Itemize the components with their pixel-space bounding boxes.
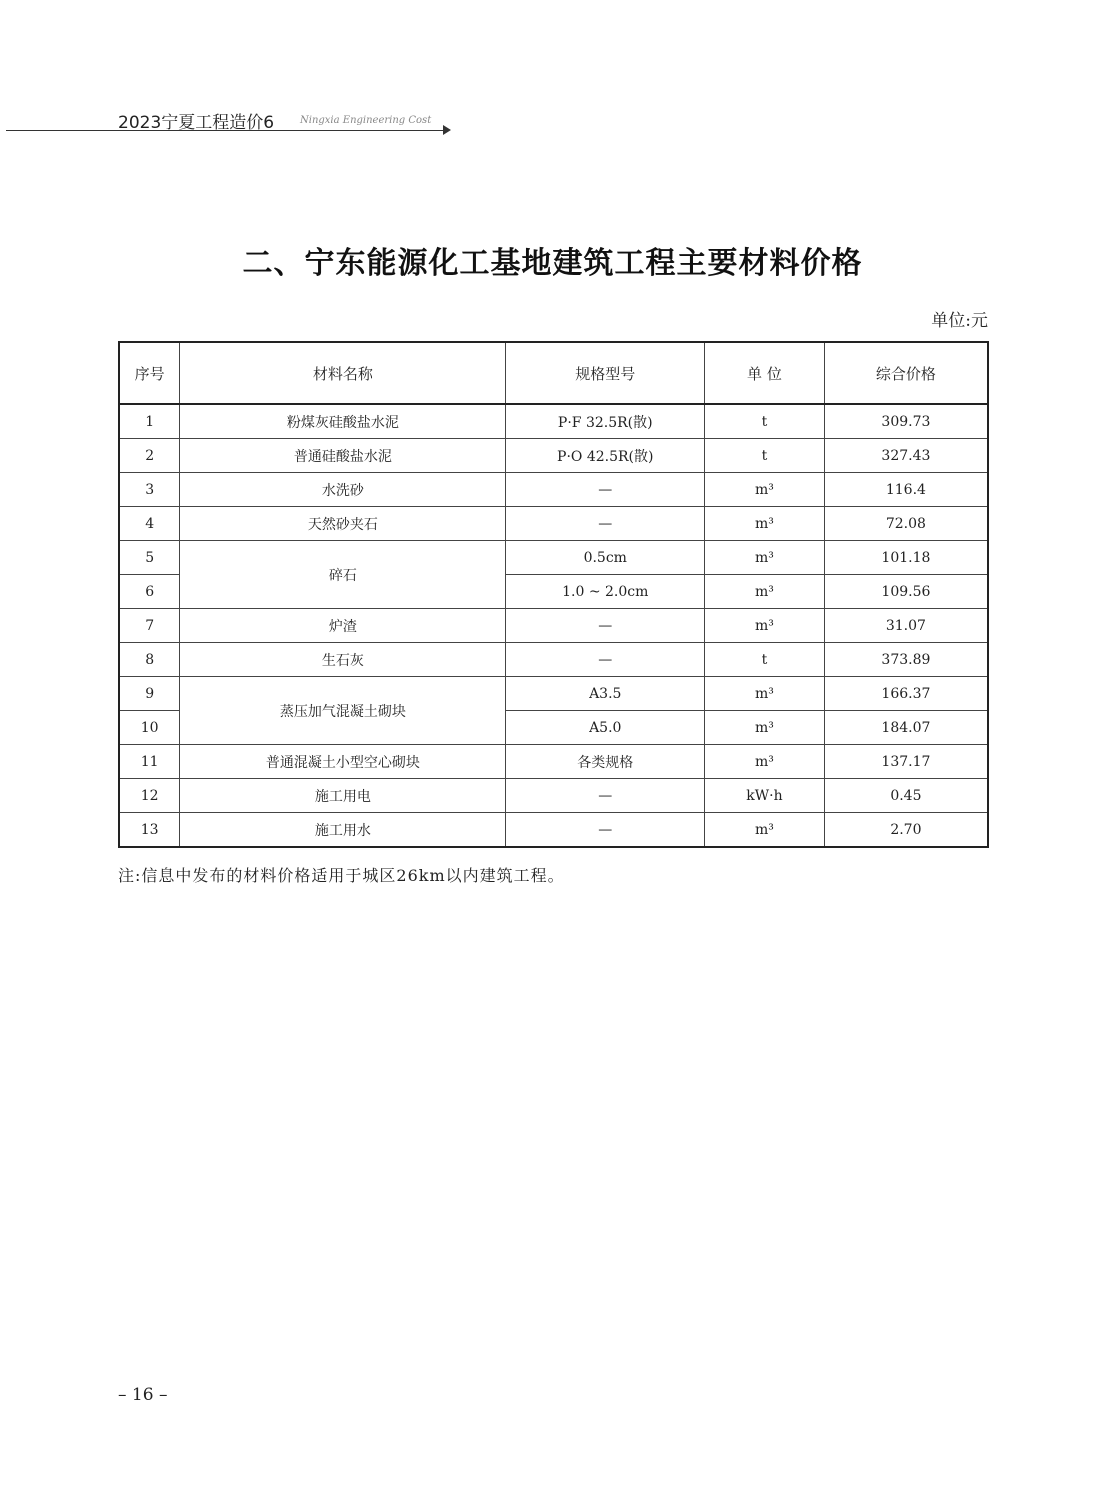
cell-name: 普通混凝土小型空心砌块 bbox=[180, 745, 506, 779]
cell-no: 8 bbox=[119, 643, 180, 677]
table-row bbox=[119, 439, 988, 473]
cell-price: 31.07 bbox=[824, 609, 988, 643]
cell-name: 炉渣 bbox=[180, 609, 506, 643]
cell-spec: — bbox=[506, 507, 705, 541]
cell-spec: 0.5cm bbox=[506, 541, 705, 575]
page-title: 二、宁东能源化工基地建筑工程主要材料价格 bbox=[242, 246, 863, 281]
cell-price: 184.07 bbox=[824, 711, 988, 745]
cell-no: 10 bbox=[119, 711, 180, 745]
cell-unit: kW·h bbox=[705, 779, 825, 813]
cell-unit: m³ bbox=[705, 473, 825, 507]
cell-unit: t bbox=[705, 439, 825, 473]
cell-unit: m³ bbox=[705, 745, 825, 779]
cell-name: 施工用水 bbox=[180, 813, 506, 848]
table-row bbox=[119, 677, 988, 711]
cell-price: 309.73 bbox=[824, 404, 988, 439]
cell-name: 施工用电 bbox=[180, 779, 506, 813]
table-header-row bbox=[119, 342, 988, 404]
cell-no: 5 bbox=[119, 541, 180, 575]
cell-no: 6 bbox=[119, 575, 180, 609]
cell-spec: — bbox=[506, 473, 705, 507]
journal-title: 2023宁夏工程造价6 bbox=[118, 113, 275, 133]
header-no: 序号 bbox=[119, 342, 180, 404]
cell-unit: m³ bbox=[705, 575, 825, 609]
cell-spec: — bbox=[506, 779, 705, 813]
cell-spec: — bbox=[506, 643, 705, 677]
cell-unit: t bbox=[705, 404, 825, 439]
table-row bbox=[119, 813, 988, 848]
cell-price: 109.56 bbox=[824, 575, 988, 609]
cell-unit: m³ bbox=[705, 609, 825, 643]
cell-spec: — bbox=[506, 609, 705, 643]
cell-name: 天然砂夹石 bbox=[180, 507, 506, 541]
cell-spec: P·O 42.5R(散) bbox=[506, 439, 705, 473]
table-note: 注:信息中发布的材料价格适用于城区26km以内建筑工程。 bbox=[118, 866, 565, 885]
cell-no: 11 bbox=[119, 745, 180, 779]
header-rule bbox=[6, 130, 446, 131]
cell-no: 12 bbox=[119, 779, 180, 813]
running-header bbox=[0, 104, 470, 134]
cell-unit: m³ bbox=[705, 813, 825, 848]
cell-price: 101.18 bbox=[824, 541, 988, 575]
cell-no: 13 bbox=[119, 813, 180, 848]
arrow-right-icon bbox=[443, 125, 451, 135]
cell-name: 普通硅酸盐水泥 bbox=[180, 439, 506, 473]
cell-name: 水洗砂 bbox=[180, 473, 506, 507]
cell-name: 蒸压加气混凝土砌块 bbox=[180, 677, 506, 745]
cell-unit: m³ bbox=[705, 507, 825, 541]
cell-no: 9 bbox=[119, 677, 180, 711]
journal-title-en: Ningxia Engineering Cost bbox=[300, 115, 432, 126]
cell-no: 3 bbox=[119, 473, 180, 507]
header-unit: 单 位 bbox=[705, 342, 825, 404]
cell-spec: A5.0 bbox=[506, 711, 705, 745]
price-table bbox=[118, 341, 989, 848]
cell-no: 2 bbox=[119, 439, 180, 473]
cell-unit: t bbox=[705, 643, 825, 677]
cell-spec: A3.5 bbox=[506, 677, 705, 711]
cell-name: 粉煤灰硅酸盐水泥 bbox=[180, 404, 506, 439]
cell-spec: — bbox=[506, 813, 705, 848]
table-row bbox=[119, 779, 988, 813]
table-row bbox=[119, 609, 988, 643]
cell-spec: 1.0 ~ 2.0cm bbox=[506, 575, 705, 609]
table-row bbox=[119, 541, 988, 575]
cell-price: 166.37 bbox=[824, 677, 988, 711]
cell-unit: m³ bbox=[705, 541, 825, 575]
table-row bbox=[119, 404, 988, 439]
cell-price: 0.45 bbox=[824, 779, 988, 813]
cell-price: 2.70 bbox=[824, 813, 988, 848]
cell-spec: 各类规格 bbox=[506, 745, 705, 779]
cell-unit: m³ bbox=[705, 711, 825, 745]
header-price: 综合价格 bbox=[824, 342, 988, 404]
header-spec: 规格型号 bbox=[506, 342, 705, 404]
cell-price: 116.4 bbox=[824, 473, 988, 507]
table-row bbox=[119, 745, 988, 779]
unit-label: 单位:元 bbox=[931, 311, 988, 331]
cell-no: 1 bbox=[119, 404, 180, 439]
cell-no: 4 bbox=[119, 507, 180, 541]
cell-price: 327.43 bbox=[824, 439, 988, 473]
cell-unit: m³ bbox=[705, 677, 825, 711]
cell-name: 碎石 bbox=[180, 541, 506, 609]
table-row bbox=[119, 643, 988, 677]
page-number: – 16 – bbox=[118, 1385, 168, 1405]
cell-name: 生石灰 bbox=[180, 643, 506, 677]
cell-no: 7 bbox=[119, 609, 180, 643]
cell-spec: P·F 32.5R(散) bbox=[506, 404, 705, 439]
cell-price: 137.17 bbox=[824, 745, 988, 779]
cell-price: 373.89 bbox=[824, 643, 988, 677]
header-name: 材料名称 bbox=[180, 342, 506, 404]
table-row bbox=[119, 507, 988, 541]
table-row bbox=[119, 473, 988, 507]
cell-price: 72.08 bbox=[824, 507, 988, 541]
